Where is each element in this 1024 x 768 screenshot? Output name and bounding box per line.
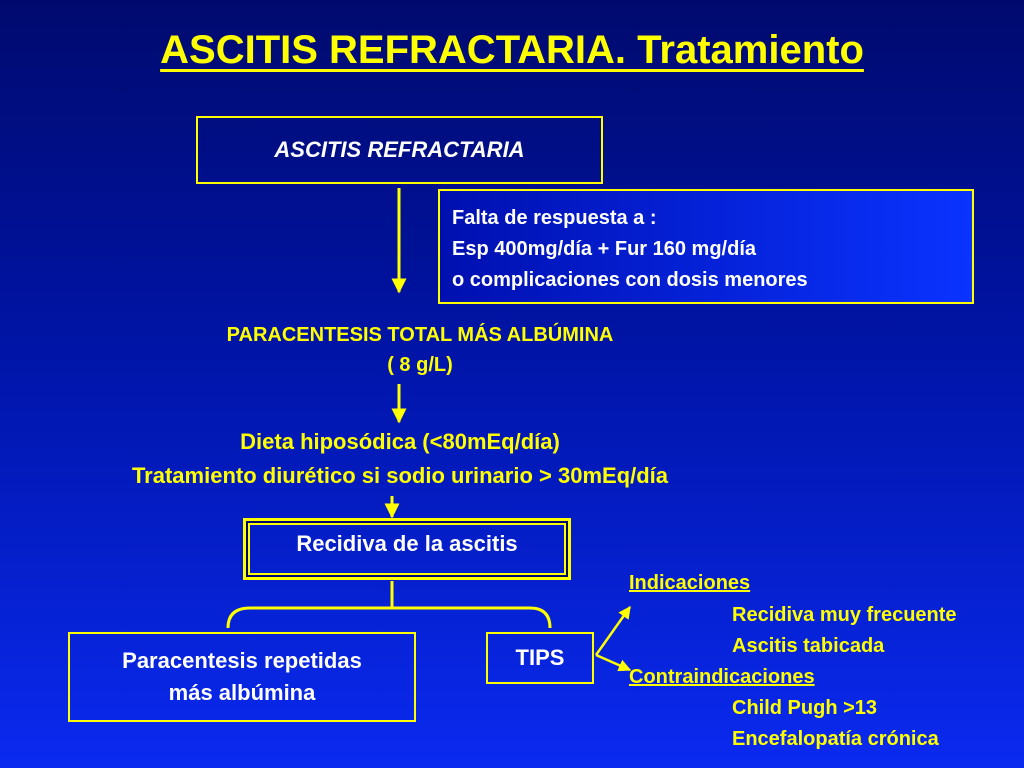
repetidas-line-2: más albúmina	[168, 680, 316, 705]
arrow-tips-to-indicaciones	[596, 607, 630, 655]
falta-line-3: o complicaciones con dosis menores	[452, 269, 808, 291]
paracentesis-line-2: ( 8 g/L)	[387, 354, 453, 376]
box-recidiva-label: Recidiva de la ascitis	[296, 531, 518, 556]
branch-bracket	[228, 608, 550, 628]
repetidas-line-1: Paracentesis repetidas	[122, 648, 362, 673]
dieta-line-1: Dieta hiposódica (<80mEq/día)	[240, 429, 560, 454]
falta-line-1: Falta de respuesta a :	[452, 207, 657, 229]
contraindicaciones-label: Contraindicaciones	[629, 666, 815, 688]
indicaciones-label: Indicaciones	[629, 572, 751, 594]
arrow-tips-to-contraindicaciones	[596, 655, 630, 670]
dieta-line-2: Tratamiento diurético si sodio urinario > 30mEq/día	[131, 463, 669, 488]
box-falta-de-respuesta	[438, 189, 974, 304]
paracentesis-total-text	[120, 320, 720, 380]
box-tips	[486, 632, 594, 684]
box-recidiva-ascitis	[243, 518, 571, 580]
indicacion-item-1: Recidiva muy frecuente	[732, 604, 957, 626]
contraindicacion-item-1: Child Pugh >13	[732, 697, 878, 719]
slide-title: ASCITIS REFRACTARIA. Tratamiento	[160, 28, 864, 72]
falta-line-2: Esp 400mg/día + Fur 160 mg/día	[452, 238, 757, 260]
box-tips-label: TIPS	[515, 645, 565, 670]
dieta-text	[30, 425, 770, 493]
indicacion-item-2: Ascitis tabicada	[732, 635, 885, 657]
paracentesis-line-1: PARACENTESIS TOTAL MÁS ALBÚMINA	[226, 324, 614, 346]
box-ascitis-refractaria	[196, 116, 603, 184]
box-paracentesis-repetidas	[68, 632, 416, 722]
box-ascitis-refractaria-label: ASCITIS REFRACTARIA	[274, 137, 525, 162]
contraindicacion-item-2: Encefalopatía crónica	[732, 728, 939, 750]
